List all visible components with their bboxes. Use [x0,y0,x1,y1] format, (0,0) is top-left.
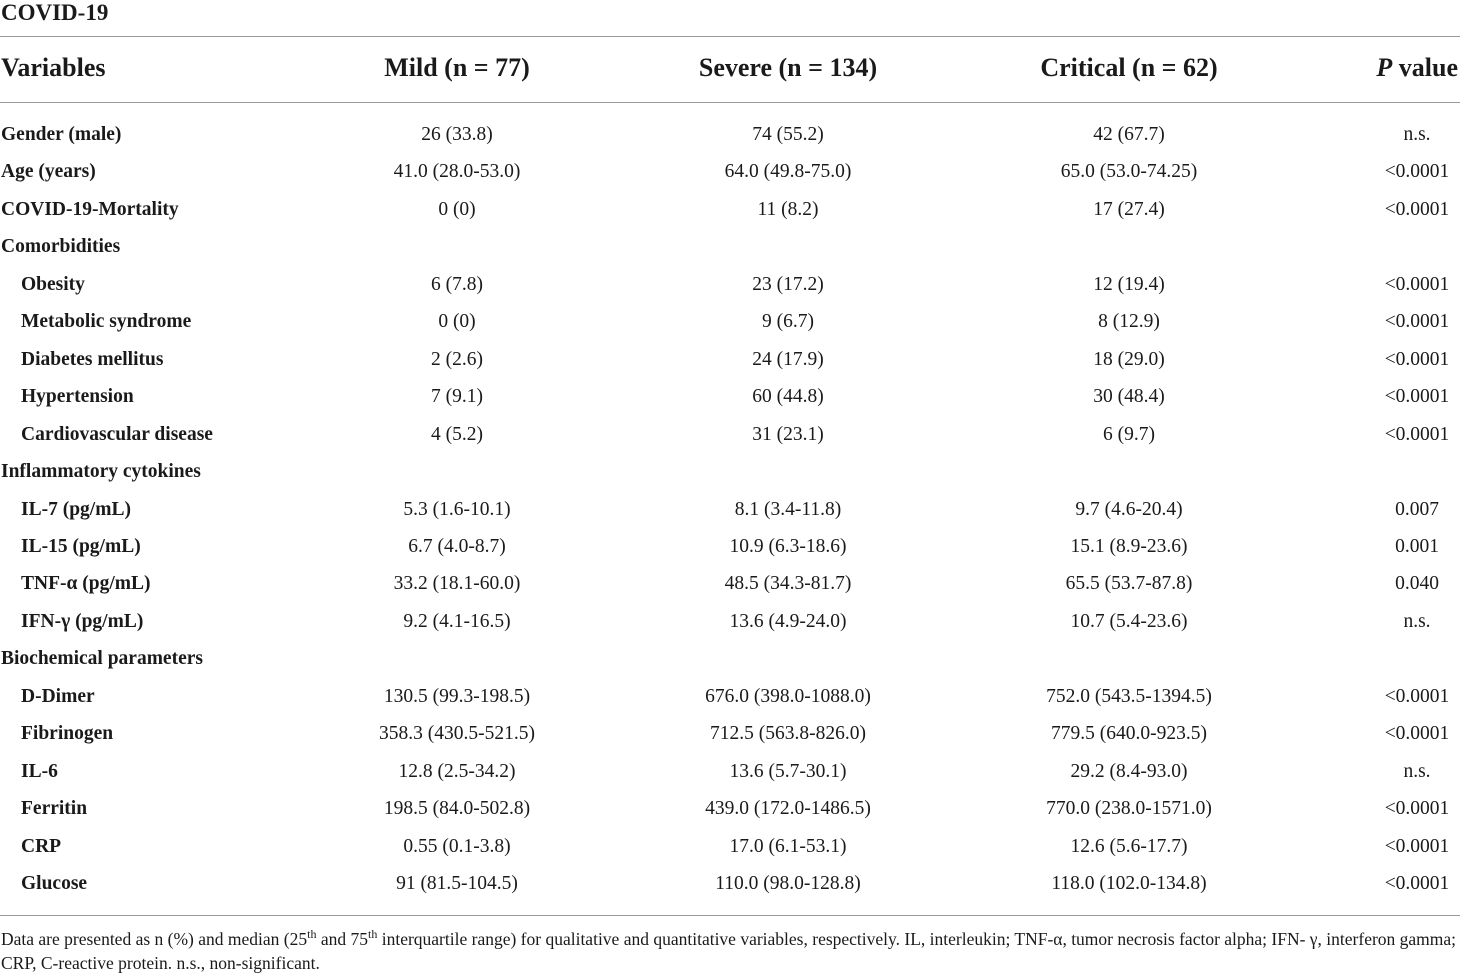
cell-p-value: <0.0001 [1384,685,1450,707]
cell-severe: 10.9 (6.3-18.6) [729,535,847,557]
header-p-value [1376,34,1458,102]
table-row [0,153,1460,190]
footnote-part-1: Data are presented as n (%) and median (25 [1,929,308,949]
cell-critical: 29.2 (8.4-93.0) [1070,760,1188,782]
table-row [0,678,1460,715]
row-label: CRP [21,835,62,857]
cell-p-value: n.s. [1403,124,1431,145]
cell-severe: 11 (8.2) [757,198,819,220]
cell-critical: 15.1 (8.9-23.6) [1070,535,1188,557]
table-row [0,753,1460,790]
header-critical: Critical (n = 62) [1040,53,1218,82]
cell-critical: 65.0 (53.0-74.25) [1060,161,1198,183]
cell-severe: 676.0 (398.0-1088.0) [705,685,871,707]
footnote-part-3: interquartile range) for qualitative and quantitative variables, respectively. IL, interleukin; TNF-α, tumor necrosis factor alpha; IFN- γ, interferon gamma; CRP, C-reactive protein. n.s., non-significant. [1,929,1457,973]
header-variables: Variables [1,53,106,82]
cell-p-value: 0.001 [1395,535,1439,557]
cell-critical: 18 (29.0) [1093,348,1165,370]
cell-severe: 17.0 (6.1-53.1) [729,835,847,857]
cell-critical: 17 (27.4) [1093,198,1165,220]
cell-p-value: 0.040 [1395,573,1439,595]
table-row [0,266,1460,303]
row-label: COVID-19-Mortality [1,198,179,220]
row-label: Biochemical parameters [1,648,203,670]
cell-p-value: <0.0001 [1384,386,1450,408]
table-row [0,640,1460,677]
cell-p-value: <0.0001 [1384,798,1450,820]
table-title: COVID-19 [1,0,109,25]
cell-mild: 41.0 (28.0-53.0) [393,161,521,183]
table-row [0,303,1460,340]
cell-p-value: <0.0001 [1384,835,1450,857]
cell-critical: 770.0 (238.0-1571.0) [1046,798,1212,820]
row-label: Comorbidities [1,236,121,258]
table-row [0,828,1460,865]
cell-mild: 4 (5.2) [431,423,483,445]
footnote-part-2: and 75 [316,929,368,949]
cell-mild: 7 (9.1) [431,386,483,408]
cell-p-value: <0.0001 [1384,273,1450,295]
row-label: IFN-γ (pg/mL) [21,610,144,632]
cell-severe: 110.0 (98.0-128.8) [715,873,861,894]
cell-critical: 752.0 (543.5-1394.5) [1046,685,1212,707]
cell-mild: 26 (33.8) [421,124,493,145]
cell-critical: 8 (12.9) [1098,311,1160,333]
row-label: Metabolic syndrome [21,311,192,333]
cell-mild: 5.3 (1.6-10.1) [403,498,511,520]
cell-p-value: n.s. [1403,610,1431,632]
row-label: Fibrinogen [21,723,114,745]
cell-critical: 30 (48.4) [1093,386,1165,408]
table-row [0,341,1460,378]
header-mild: Mild (n = 77) [384,53,530,82]
cell-mild: 9.2 (4.1-16.5) [403,610,511,632]
row-label: Hypertension [21,386,134,408]
cell-mild: 198.5 (84.0-502.8) [383,798,531,820]
cell-severe: 48.5 (34.3-81.7) [724,573,852,595]
cell-mild: 0 (0) [438,311,476,333]
cell-mild: 12.8 (2.5-34.2) [398,760,516,782]
table-row [0,715,1460,752]
row-label: IL-7 (pg/mL) [21,498,131,520]
cell-severe: 60 (44.8) [752,386,824,408]
header-p-suffix: value [1392,53,1458,82]
cell-severe: 74 (55.2) [752,124,824,145]
cell-p-value: <0.0001 [1384,723,1450,745]
cell-severe: 439.0 (172.0-1486.5) [705,798,871,820]
cell-p-value: <0.0001 [1384,198,1450,220]
table-row [0,116,1460,153]
cell-mild: 2 (2.6) [431,348,483,370]
cell-severe: 23 (17.2) [752,273,824,295]
footnote-sup-1: th [307,927,317,942]
cell-severe: 13.6 (4.9-24.0) [729,610,847,632]
cell-critical: 10.7 (5.4-23.6) [1070,610,1188,632]
cell-mild: 33.2 (18.1-60.0) [393,573,521,595]
cell-severe: 8.1 (3.4-11.8) [734,498,842,520]
cell-critical: 65.5 (53.7-87.8) [1065,573,1193,595]
table-row [0,416,1460,453]
cell-critical: 779.5 (640.0-923.5) [1051,723,1207,745]
row-label: Cardiovascular disease [21,423,213,445]
header-rule [0,102,1460,103]
footnote-sup-2: th [368,927,378,942]
cell-severe: 24 (17.9) [752,348,824,370]
row-label: Gender (male) [1,124,122,145]
cell-severe: 13.6 (5.7-30.1) [729,760,847,782]
cell-p-value: 0.007 [1395,498,1439,520]
row-label: Ferritin [21,798,88,820]
row-label: Inflammatory cytokines [1,461,201,483]
cell-p-value: <0.0001 [1384,311,1450,333]
table-footnote [1,927,1459,975]
row-label: TNF-α (pg/mL) [21,573,151,595]
cell-severe: 64.0 (49.8-75.0) [724,161,852,183]
cell-p-value: <0.0001 [1384,348,1450,370]
cell-mild: 0 (0) [438,198,476,220]
table-row [0,453,1460,490]
row-label: IL-15 (pg/mL) [21,535,141,557]
table-row [0,790,1460,827]
table-row [0,228,1460,265]
cell-severe: 9 (6.7) [762,311,814,333]
cell-critical: 12.6 (5.6-17.7) [1070,835,1188,857]
cell-mild: 6 (7.8) [431,273,483,295]
row-label: Glucose [21,873,88,894]
cell-p-value: <0.0001 [1384,873,1450,894]
table-row [0,378,1460,415]
bottom-rule [0,915,1460,916]
cell-severe: 712.5 (563.8-826.0) [710,723,866,745]
cell-critical: 42 (67.7) [1093,124,1165,145]
row-label: D-Dimer [21,685,95,707]
table-row [0,491,1460,528]
cell-critical: 12 (19.4) [1093,273,1165,295]
cell-mild: 91 (81.5-104.5) [396,873,518,894]
table-row [0,191,1460,228]
cell-severe: 31 (23.1) [752,423,824,445]
header-p-letter: P [1376,53,1393,82]
cell-mild: 6.7 (4.0-8.7) [408,535,506,557]
cell-critical: 9.7 (4.6-20.4) [1075,498,1183,520]
table-row [0,603,1460,640]
table-header [0,34,1460,102]
table-row [0,565,1460,602]
cell-critical: 6 (9.7) [1103,423,1155,445]
cell-mild: 0.55 (0.1-3.8) [403,835,511,857]
cell-p-value: <0.0001 [1384,161,1450,183]
cell-critical: 118.0 (102.0-134.8) [1051,873,1207,894]
table-row [0,865,1460,902]
cell-mild: 358.3 (430.5-521.5) [379,723,535,745]
row-label: Age (years) [1,161,96,183]
row-label: Diabetes mellitus [21,348,164,370]
row-label: Obesity [21,273,85,295]
cell-p-value: <0.0001 [1384,423,1450,445]
table-row [0,528,1460,565]
header-severe: Severe (n = 134) [698,53,878,82]
cell-mild: 130.5 (99.3-198.5) [383,685,531,707]
row-label: IL-6 [21,760,58,782]
cell-p-value: n.s. [1403,760,1431,782]
